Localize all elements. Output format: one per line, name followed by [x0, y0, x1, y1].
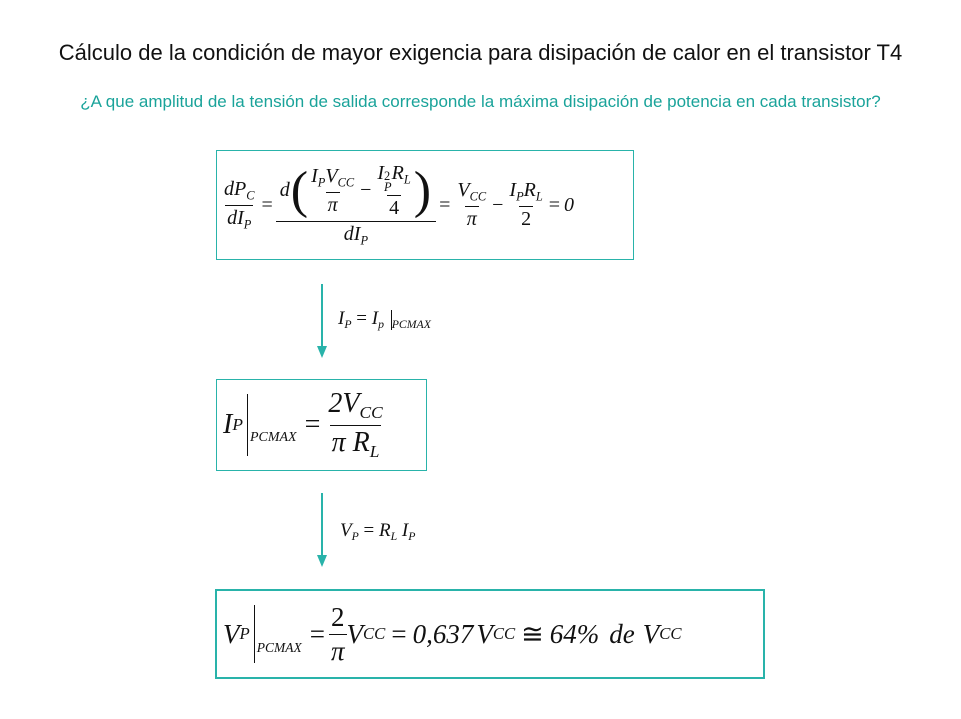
- vp-max-equation: [223, 592, 682, 676]
- derivative-equation: [222, 155, 574, 255]
- term2-r: R: [391, 162, 404, 185]
- vp-v3: V: [642, 618, 660, 649]
- derivative-equation-box: [216, 150, 634, 260]
- rhs1-v-sub: CC: [469, 189, 487, 204]
- term1-v-sub: CC: [337, 175, 355, 190]
- arrow-1-label: [338, 308, 431, 332]
- vp-v1: V: [346, 618, 363, 649]
- vp-lhs: V: [223, 618, 240, 649]
- ip-num: 2V: [328, 388, 360, 420]
- arrow-2-shaft: [321, 493, 323, 555]
- term1-v: V: [325, 165, 338, 188]
- arrow-1-shaft: [321, 284, 323, 346]
- vp-eq2: =: [391, 618, 407, 649]
- vp-den: π: [330, 635, 345, 666]
- right-paren: ): [413, 161, 432, 219]
- lhs-num-sub: C: [246, 188, 255, 203]
- slide-subtitle: ¿A que amplitud de la tensión de salida corresponde la máxima disipación de potencia en cada transistor?: [80, 92, 881, 111]
- vp-v1-sub: CC: [363, 624, 386, 643]
- arrow1-rhs: I: [371, 308, 379, 329]
- rhs2-i-sub: P: [516, 189, 524, 204]
- ip-eval-bar: [247, 394, 248, 456]
- vp-v2-sub: CC: [492, 624, 516, 643]
- ip-lhs-sub: P: [232, 415, 243, 434]
- lhs-fraction: [222, 178, 256, 232]
- term2-sub: P: [384, 180, 392, 195]
- arrow2-lhs: V: [340, 520, 352, 541]
- term2-i: I: [377, 162, 385, 185]
- arrow2-eq: =: [363, 520, 375, 541]
- arrow2-i-sub: P: [408, 530, 416, 544]
- term1-fraction: [309, 165, 356, 216]
- arrow-1-head: [317, 346, 327, 358]
- ip-eq: =: [304, 409, 321, 440]
- ip-max-box: [216, 379, 427, 471]
- mid-den-sub: P: [360, 232, 369, 247]
- left-paren: (: [290, 161, 309, 219]
- lhs-den: dI: [227, 206, 244, 229]
- ip-bar-sub: PCMAX: [249, 430, 297, 445]
- rhs2-fraction: [507, 179, 544, 230]
- rhs1-den: π: [466, 207, 477, 230]
- rhs2-den: 2: [521, 207, 532, 230]
- minus-2: −: [492, 193, 504, 216]
- ip-lhs: I: [223, 409, 233, 440]
- arrow1-lhs: I: [338, 308, 345, 329]
- vp-bar-sub: PCMAX: [256, 640, 302, 655]
- term2-fraction: [375, 162, 412, 220]
- ip-max-equation: [223, 382, 385, 468]
- vp-num: 2: [330, 601, 345, 632]
- arrow1-eq: =: [356, 308, 367, 329]
- vp-eval-bar: [254, 605, 255, 663]
- vp-eq: =: [309, 618, 325, 649]
- vp-approx: ≅: [521, 618, 544, 649]
- vp-fraction: [329, 602, 347, 667]
- ip-den: π R: [331, 426, 370, 458]
- vp-lhs-sub: P: [239, 624, 250, 643]
- arrow2-lhs-sub: P: [351, 530, 359, 544]
- arrow1-lhs-sub: P: [344, 318, 352, 332]
- rhs1-fraction: [455, 179, 488, 230]
- lhs-den-sub: P: [243, 216, 252, 231]
- term2-r-sub: L: [403, 172, 411, 187]
- rhs1-v: V: [457, 179, 470, 202]
- equals-2: =: [439, 193, 451, 216]
- vp-v3-sub: CC: [659, 624, 682, 643]
- rhs2-r-sub: L: [535, 189, 543, 204]
- vp-max-box: [215, 589, 765, 679]
- arrow2-r-sub: L: [390, 530, 398, 544]
- minus-1: −: [360, 179, 372, 202]
- middle-fraction: [278, 162, 434, 248]
- term2-den: 4: [389, 196, 400, 219]
- rhs2-r: R: [523, 179, 536, 202]
- arrow1-rhs-sub: p: [378, 318, 384, 332]
- vp-pct: 64%: [549, 618, 600, 649]
- rhs2-i: I: [509, 179, 517, 202]
- ip-den-sub: L: [369, 441, 380, 461]
- vp-v2: V: [476, 618, 493, 649]
- zero: 0: [564, 193, 575, 216]
- term1-i: I: [311, 165, 318, 188]
- arrow2-r: R: [379, 520, 391, 541]
- arrow1-bar-sub: PCMAX: [391, 318, 431, 332]
- slide-title: Cálculo de la condición de mayor exigencia para disipación de calor en el transistor T4: [58, 40, 903, 65]
- term2-sup: 2: [384, 169, 391, 184]
- ip-num-sub: CC: [359, 403, 383, 423]
- vp-de: de: [609, 618, 635, 649]
- arrow-2-head: [317, 555, 327, 567]
- equals-3: =: [548, 193, 561, 216]
- lhs-num: dP: [224, 178, 247, 201]
- ip-fraction: [326, 388, 384, 461]
- arrow2-i: I: [401, 520, 409, 541]
- term1-den: π: [327, 193, 338, 216]
- mid-den: dI: [343, 222, 361, 245]
- arrow-2-label: [340, 520, 415, 544]
- d-operator: d: [279, 179, 290, 202]
- vp-coef: 0,637: [412, 618, 474, 649]
- term1-i-sub: P: [317, 175, 326, 190]
- equals-1: =: [261, 193, 273, 216]
